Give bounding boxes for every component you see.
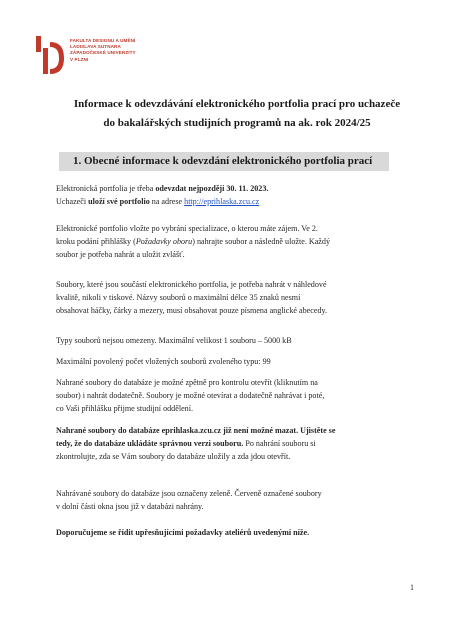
- paragraph-no-delete: [56, 424, 426, 464]
- title-line-1: Informace k odevzdávání elektronického portfolia prací pro uchazeče: [73, 98, 401, 110]
- nodelete-line-1: Nahrané soubory do databáze eprihlaska.zcu.cz již není možné mazat. Ujistěte se: [56, 426, 336, 435]
- reopen-line-1: Nahrané soubory do databáze je možné zpětně pro kontrolu otevřít (kliknutím na: [56, 378, 318, 387]
- logo-line-1: FAKULTA DESIGNU A UMĚNÍ: [70, 38, 136, 43]
- reopen-line-2: soubor) i nahrát dodatečně. Soubory je možné otevírat a dodatečně nahrávat i poté,: [56, 391, 325, 401]
- upload-text: Uchazeči: [56, 197, 89, 207]
- filenames-line-3: obsahovat háčky, čárky a mezery, musí obsahovat pouze písmena anglické abecedy.: [56, 306, 328, 316]
- faculty-logo-text: [70, 38, 136, 63]
- title-line-2: do bakalářských studijních programů na ak. rok 2024/25: [103, 117, 371, 129]
- nodelete-line-2-bold: tedy, že do databáze ukládáte správnou verzi souboru.: [56, 439, 244, 449]
- eprihlaska-link[interactable]: http://eprihlaska.zcu.cz: [184, 197, 260, 207]
- faculty-logo-mark-icon: [36, 36, 66, 76]
- section-heading: 1. Obecné informace k odevzdání elektronického portfolia prací: [59, 152, 389, 171]
- paragraph-colors: [56, 487, 426, 513]
- paragraph-reopen: [56, 376, 426, 416]
- paragraph-recommendation: [56, 526, 426, 539]
- filenames-line-2: kvalitě, nikoli v tiskové. Názvy souborů o maximální délce 35 znaků nesmí: [56, 293, 301, 303]
- paragraph-upload-steps: [56, 222, 426, 262]
- upload-bold: uloží své portfolio: [88, 197, 150, 207]
- paragraph-file-types: [56, 334, 426, 347]
- nodelete-line-3: zkontrolujte, zda se Vám soubory do databáze uložily a zda jdou otevřít.: [56, 452, 291, 462]
- deadline-date: odevzdat nejpozději 30. 11. 2023.: [155, 184, 269, 193]
- logo-line-4: V PLZNI: [70, 56, 89, 62]
- upload-address-text: na adrese: [149, 197, 185, 207]
- recommendation-line: Doporučujeme se řídit upřesňujícími požadavky ateliérů uvedenými níže.: [56, 528, 310, 537]
- steps-line-2c: ) nahrajte soubor a následně uložte. Každý: [192, 237, 330, 247]
- page-number: 1: [410, 583, 414, 592]
- paragraph-deadline: [56, 182, 426, 208]
- steps-line-2a: kroku podání přihlášky (: [56, 237, 136, 247]
- faculty-logo: [36, 36, 166, 78]
- maxfiles-line: Maximální povolený počet vložených souborů zvoleného typu: 99: [56, 357, 271, 366]
- nodelete-line-2: Po nahrání souboru si: [243, 439, 316, 449]
- document-title: [0, 95, 474, 133]
- logo-line-2: LADISLAVA SUTNARA: [70, 44, 121, 50]
- colors-line-1: Nahrávané soubory do databáze jsou označeny zeleně. Červeně označené soubory: [56, 489, 322, 498]
- logo-line-3: ZÁPADOČESKÉ UNIVERZITY: [70, 50, 136, 56]
- reopen-line-3: co Vaši přihlášku přijme studijní oddělení.: [56, 404, 193, 414]
- filenames-line-1: Soubory, které jsou součástí elektronického portfolia, je potřeba nahrát v náhledové: [56, 280, 327, 289]
- colors-line-2: v dolní části okna jsou již v databázi nahrány.: [56, 502, 204, 512]
- steps-italic: Požadavky oboru: [135, 237, 193, 247]
- paragraph-file-names: [56, 278, 426, 318]
- steps-line-1: Elektronické portfolio vložte po vybrání specializace, o kterou máte zájem. Ve 2.: [56, 224, 318, 233]
- steps-line-3: soubor je potřeba nahrát a uložit zvlášť.: [56, 250, 185, 260]
- paragraph-max-files: [56, 355, 426, 368]
- deadline-text: Elektronická portfolia je třeba: [56, 184, 156, 193]
- filetypes-line: Typy souborů nejsou omezeny. Maximální velikost 1 souboru – 5000 kB: [56, 336, 292, 345]
